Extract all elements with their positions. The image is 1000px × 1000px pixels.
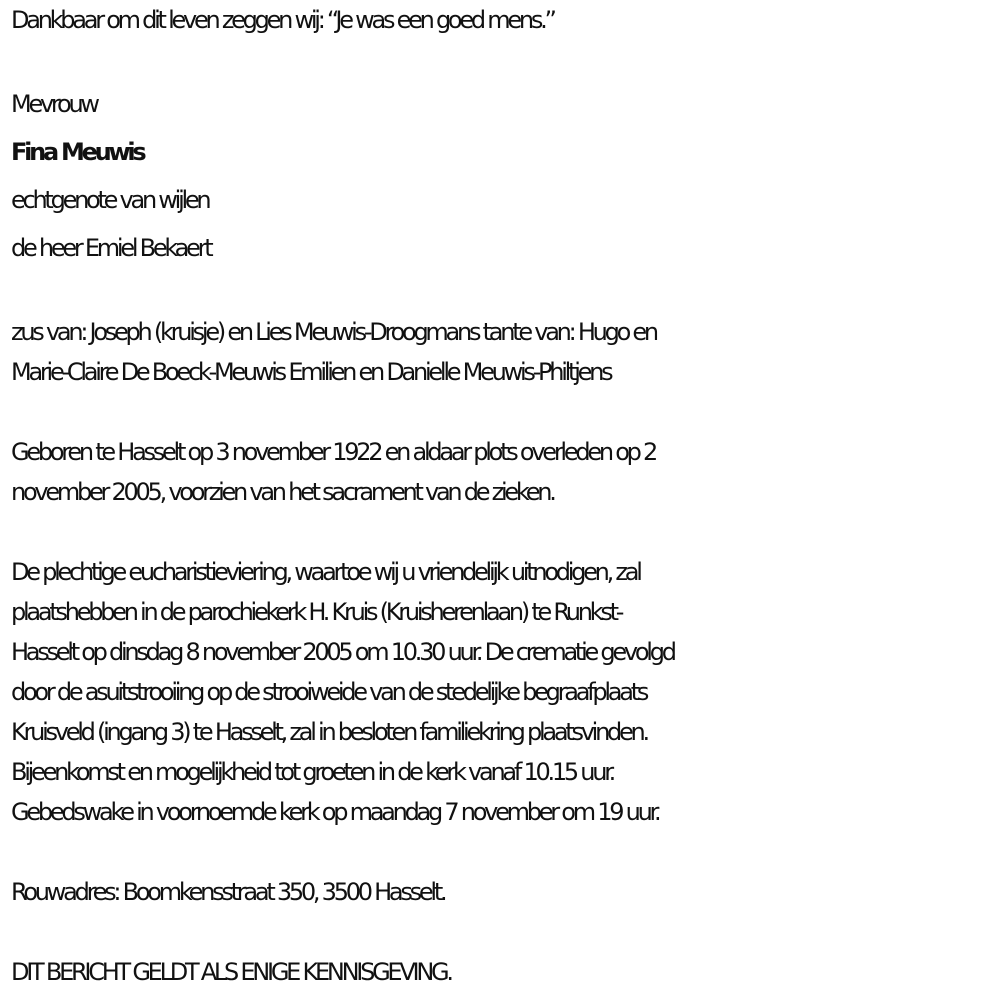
paragraph-line: Hasselt op dinsdag 8 november 2005 om 10.30 uur. De crematie gevolgd xyxy=(11,638,674,666)
notice-line: DIT BERICHT GELDT ALS ENIGE KENNISGEVING. xyxy=(11,958,451,986)
paragraph-line: november 2005, voorzien van het sacrament van de zieken. xyxy=(11,478,554,506)
spacer xyxy=(11,512,1000,552)
spacer xyxy=(11,392,1000,432)
ceremony-paragraph xyxy=(11,552,1000,832)
paragraph-line: Marie-Claire De Boeck-Meuwis Emilien en Danielle Meuwis-Philtjens xyxy=(11,358,611,386)
spacer xyxy=(11,40,1000,80)
paragraph-line: Geboren te Hasselt op 3 november 1922 en aldaar plots overleden op 2 xyxy=(11,438,656,466)
paragraph-line: plaatshebben in de parochiekerk H. Kruis (Kruisherenlaan) te Runkst- xyxy=(11,598,622,626)
paragraph-line: Gebedswake in voornoemde kerk op maandag 7 november om 19 uur. xyxy=(11,798,659,826)
paragraph-line: Kruisveld (ingang 3) te Hasselt, zal in besloten familiekring plaatsvinden. xyxy=(11,718,647,746)
spouse-line: de heer Emiel Bekaert xyxy=(11,234,211,262)
mourning-address: Rouwadres: Boomkensstraat 350, 3500 Hasselt. xyxy=(11,878,445,906)
paragraph-line: De plechtige eucharistieviering, waartoe wij u vriendelijk uitnodigen, zal xyxy=(11,558,640,586)
honorific: Mevrouw xyxy=(11,90,97,118)
intro-line: Dankbaar om dit leven zeggen wij: “Je was een goed mens.” xyxy=(11,6,554,34)
spacer xyxy=(11,912,1000,952)
paragraph-line: Bijeenkomst en mogelijkheid tot groeten in de kerk vanaf 10.15 uur. xyxy=(11,758,613,786)
deceased-name: Fina Meuwis xyxy=(11,138,144,166)
relation-line: echtgenote van wijlen xyxy=(11,186,209,214)
spacer xyxy=(11,832,1000,872)
paragraph-line: door de asuitstrooiing op de strooiweide van de stedelijke begraafplaats xyxy=(11,678,647,706)
birth-death-paragraph xyxy=(11,432,1000,512)
name-block xyxy=(11,80,1000,272)
spacer xyxy=(11,272,1000,312)
paragraph-line: zus van: Joseph (kruisje) en Lies Meuwis-Droogmans tante van: Hugo en xyxy=(11,318,656,346)
family-paragraph xyxy=(11,312,1000,392)
